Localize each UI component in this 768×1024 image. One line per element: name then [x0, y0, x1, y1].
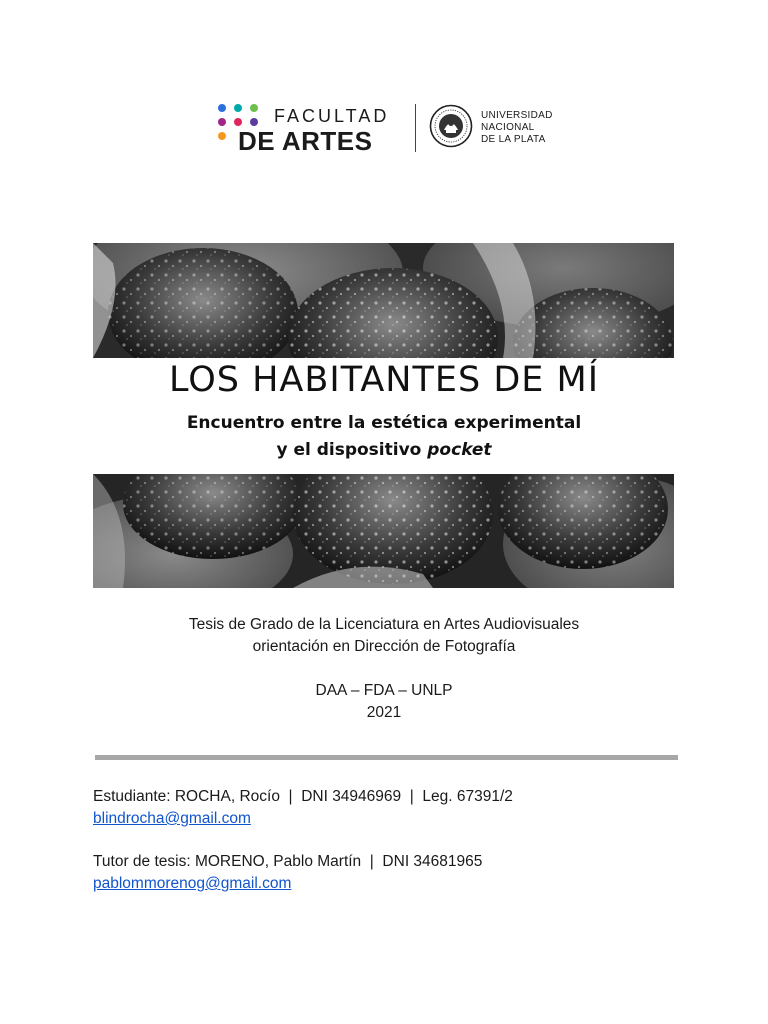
- subtitle-line-2: [0, 437, 768, 464]
- subtitle-line-2-prefix: y el dispositivo: [276, 440, 422, 460]
- faculty-name-line2: DE ARTES: [238, 126, 373, 156]
- university-seal-icon: [429, 104, 473, 148]
- logo-dot: [218, 118, 226, 126]
- university-name: [481, 110, 553, 146]
- logo-dot: [218, 104, 226, 112]
- cover-photo-top: [93, 243, 674, 358]
- logo-dot: [218, 132, 226, 140]
- tutor-details: Tutor de tesis: MORENO, Pablo Martín | DNI 34681965: [93, 853, 483, 870]
- logo-dot: [250, 104, 258, 112]
- horizontal-divider: [95, 755, 678, 760]
- cover-photo-bottom: [93, 474, 674, 588]
- logo-dot: [234, 104, 242, 112]
- university-name-line: UNIVERSIDAD: [481, 110, 553, 121]
- faculty-logo: [216, 100, 556, 160]
- cover-title: LOS HABITANTES DE MÍ: [168, 360, 600, 400]
- subtitle-line-1: Encuentro entre la estética experimental: [186, 413, 582, 433]
- thesis-description: [0, 614, 768, 658]
- thesis-line-2: orientación en Dirección de Fotografía: [252, 638, 516, 655]
- tutor-email-link[interactable]: pablommorenog@gmail.com: [93, 875, 292, 892]
- cover-subtitle: [0, 410, 768, 464]
- university-name-line: NACIONAL: [481, 122, 535, 133]
- logo-dot: [234, 118, 242, 126]
- tutor-info: [93, 851, 482, 895]
- logo-divider: [415, 104, 416, 152]
- student-email-link[interactable]: blindrocha@gmail.com: [93, 810, 251, 827]
- thesis-institution-block: [0, 680, 768, 724]
- thesis-year: 2021: [366, 704, 402, 721]
- student-info: [93, 786, 513, 830]
- student-details: Estudiante: ROCHA, Rocío | DNI 34946969 | Leg. 67391/2: [93, 788, 513, 805]
- thesis-line-1: Tesis de Grado de la Licenciatura en Artes Audiovisuales: [188, 616, 580, 633]
- faculty-name-line1: FACULTAD: [274, 106, 390, 126]
- logo-dot: [250, 118, 258, 126]
- thesis-institution: DAA – FDA – UNLP: [315, 682, 453, 699]
- university-name-line: DE LA PLATA: [481, 134, 546, 145]
- subtitle-italic-word: pocket: [427, 440, 492, 460]
